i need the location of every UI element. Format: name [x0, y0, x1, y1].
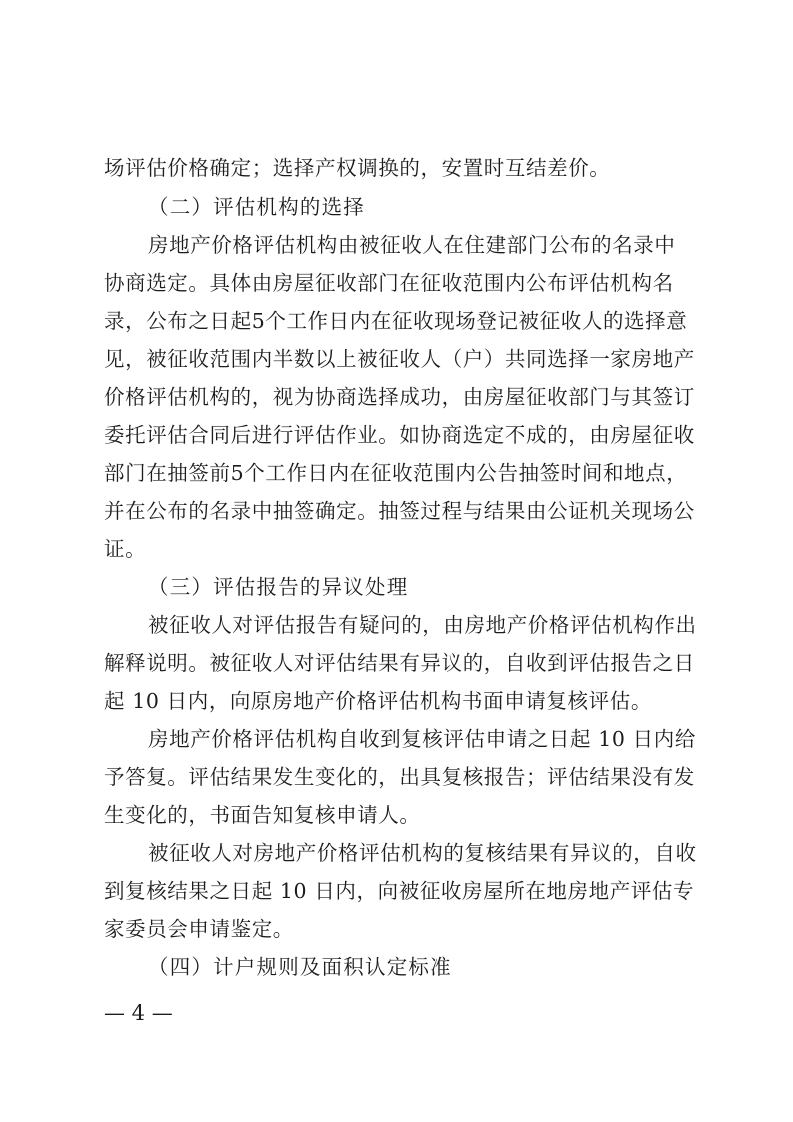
paragraph-line: 被征收人对房地产价格评估机构的复核结果有异议的，自收 — [148, 841, 697, 865]
paragraph-line: 生变化的，书面告知复核申请人。 — [104, 803, 421, 827]
paragraph-line: 予答复。评估结果发生变化的，出具复核报告；评估结果没有发 — [104, 765, 695, 789]
paragraph-line: 解释说明。被征收人对评估结果有异议的，自收到评估报告之日 — [104, 651, 695, 675]
paragraph-line: 见，被征收范围内半数以上被征收人（户）共同选择一家房地产 — [104, 347, 695, 371]
paragraph-line: 录，公布之日起5个工作日内在征收现场登记被征收人的选择意 — [104, 309, 688, 333]
paragraph-line: 委托评估合同后进行评估作业。如协商选定不成的，由房屋征收 — [104, 423, 695, 447]
section-heading: （三）评估报告的异议处理 — [148, 575, 409, 599]
paragraph-line: 家委员会申请鉴定。 — [104, 917, 294, 941]
paragraph-line: 部门在抽签前5个工作日内在征收范围内公告抽签时间和地点， — [104, 461, 688, 485]
paragraph-line: 协商选定。具体由房屋征收部门在征收范围内公布评估机构名 — [104, 271, 674, 295]
page-number: — 4 — — [104, 1001, 173, 1025]
paragraph-line: 证。 — [104, 537, 147, 561]
paragraph-line: 起 10 日内，向原房地产价格评估机构书面申请复核评估。 — [104, 689, 652, 713]
paragraph-line: 房地产价格评估机构由被征收人在住建部门公布的名录中 — [148, 233, 676, 257]
paragraph-line: 价格评估机构的，视为协商选择成功，由房屋征收部门与其签订 — [104, 385, 695, 409]
paragraph-line: 到复核结果之日起 10 日内，向被征收房屋所在地房地产评估专 — [104, 879, 695, 903]
paragraph-line: 被征收人对评估报告有疑问的，由房地产价格评估机构作出 — [148, 613, 697, 637]
section-heading: （四）计户规则及面积认定标准 — [148, 955, 452, 979]
paragraph-line: 场评估价格确定；选择产权调换的，安置时互结差价。 — [104, 156, 611, 180]
section-heading: （二）评估机构的选择 — [148, 195, 365, 219]
paragraph-line: 房地产价格评估机构自收到复核评估申请之日起 10 日内给 — [148, 727, 696, 751]
paragraph-line: 并在公布的名录中抽签确定。抽签过程与结果由公证机关现场公 — [104, 499, 695, 523]
